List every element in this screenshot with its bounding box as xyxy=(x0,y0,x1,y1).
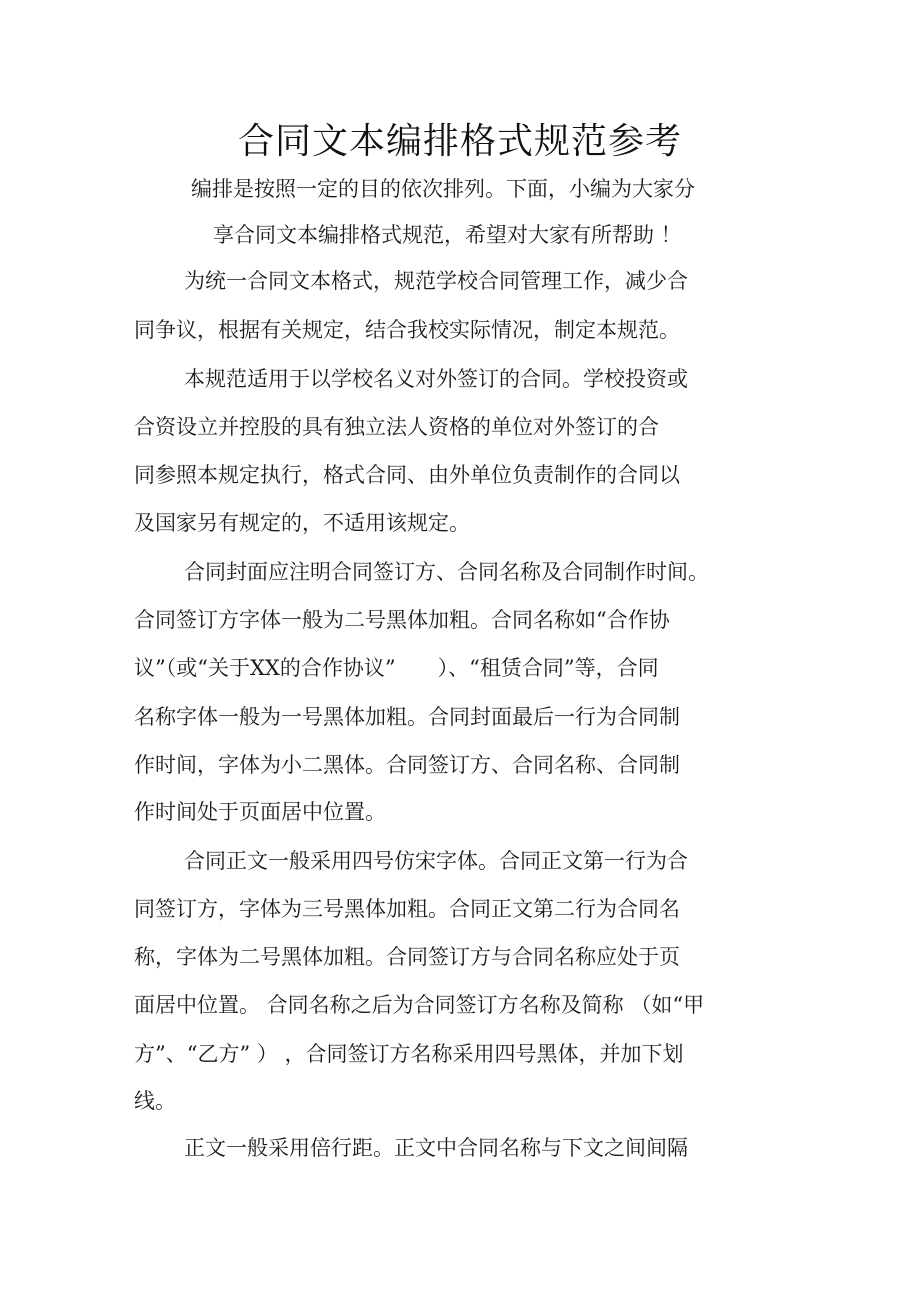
paragraph-5-line-1: 正文一般采用倍行距。正文中合同名称与下文之间间隔 xyxy=(184,1136,688,1160)
paragraph-4-line-4: 面居中位置。 合同名称之后为合同签订方名称及简称 （如“甲 xyxy=(134,993,705,1017)
paragraph-4-line-2: 同签订方，字体为三号黑体加粗。合同正文第二行为合同名 xyxy=(134,897,680,921)
paragraph-3-line-5: 作时间，字体为小二黑体。合同签订方、合同名称、合同制 xyxy=(134,753,680,777)
intro-line-2: 享合同文本编排格式规范，希望对大家有所帮助 ！ xyxy=(213,223,682,247)
intro-line-1: 编排是按照一定的目的依次排列。下面，小编为大家分 xyxy=(191,177,695,201)
paragraph-2-line-3: 同参照本规定执行，格式合同、由外单位负责制作的合同以 xyxy=(134,463,680,487)
paragraph-2-line-1: 本规范适用于以学校名义对外签订的合同。学校投资或 xyxy=(184,367,688,391)
paragraph-3-line-1: 合同封面应注明合同签订方、合同名称及合同制作时间。 xyxy=(184,560,709,584)
paragraph-4-line-5: 方”、“乙方” ） ，合同签订方名称采用四号黑体，并加下划 xyxy=(134,1042,684,1066)
paragraph-1-line-1: 为统一合同文本格式，规范学校合同管理工作，减少合 xyxy=(184,269,688,293)
paragraph-3-line-2: 合同签订方字体一般为二号黑体加粗。合同名称如“合作协 xyxy=(134,608,670,632)
paragraph-1-line-2: 同争议，根据有关规定，结合我校实际情况，制定本规范。 xyxy=(134,318,680,342)
paragraph-2-line-4: 及国家另有规定的，不适用该规定。 xyxy=(134,511,470,535)
paragraph-3-line-4: 名称字体一般为一号黑体加粗。合同封面最后一行为合同制 xyxy=(134,705,680,729)
paragraph-3-line-6: 作时间处于页面居中位置。 xyxy=(134,800,386,824)
paragraph-2-line-2: 合资设立并控股的具有独立法人资格的单位对外签订的合 xyxy=(134,415,659,439)
paragraph-4-line-6: 线。 xyxy=(134,1089,176,1113)
document-title: 合同文本编排格式规范参考 xyxy=(237,121,682,162)
paragraph-3-line-3: 议”（或“关于XX的合作协议” ）、“租赁合同”等，合同 xyxy=(134,656,659,680)
paragraph-4-line-1: 合同正文一般采用四号仿宋字体。合同正文第一行为合 xyxy=(184,849,688,873)
paragraph-4-line-3: 称，字体为二号黑体加粗。合同签订方与合同名称应处于页 xyxy=(134,945,680,969)
